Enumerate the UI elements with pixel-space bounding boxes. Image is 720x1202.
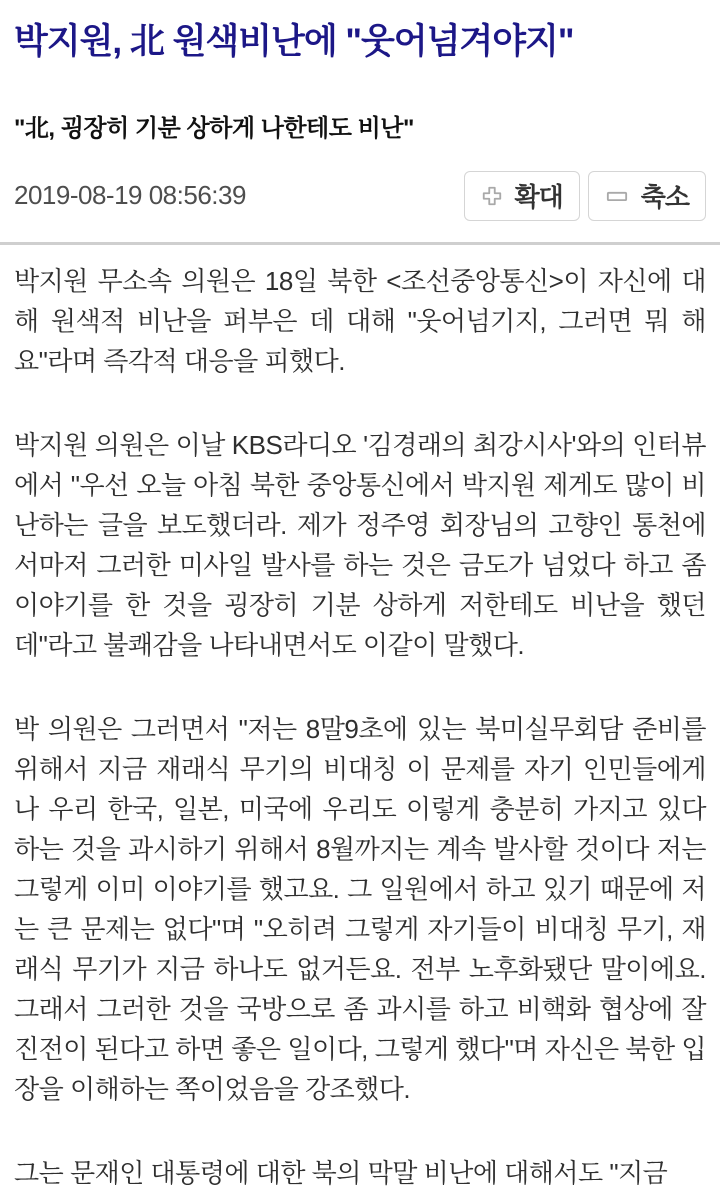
zoom-in-button[interactable] — [464, 171, 580, 221]
article-body — [14, 261, 706, 1193]
zoom-in-label: 확대 — [514, 182, 563, 213]
article-page — [0, 20, 720, 1193]
article-date: 2019-08-19 08:56:39 — [14, 180, 246, 211]
font-size-controls — [464, 171, 706, 221]
zoom-out-button[interactable] — [588, 171, 706, 221]
zoom-out-label: 축소 — [640, 182, 689, 213]
article-subtitle: "北, 굉장히 기분 상하게 나한테도 비난" — [14, 114, 414, 142]
plus-icon — [481, 185, 503, 207]
article-paragraph: 박지원 의원은 이날 KBS라디오 '김경래의 최강시사'와의 인터뷰에서 "우선 오늘 아침 북한 중앙통신에서 박지원 제게도 많이 비난하는 글을 보도했더라. 제가 정주영 회장님의 고향인 통천에서마저 그러한 미사일 발사를 하는 것은 금도가 넘었다 하고 좀 이야기를 한 것을 굉장히 기분 상하게 저한테도 비난을 했던데"라고 불쾌감을 나타내면서도 이같이 말했다. — [14, 429, 706, 660]
article-paragraph: 그는 문재인 대통령에 대한 북의 막말 비난에 대해서도 "지금 — [14, 1157, 668, 1188]
header-divider — [0, 242, 720, 245]
article-paragraph: 박지원 무소속 의원은 18일 북한 <조선중앙통신>이 자신에 대해 원색적 비난을 퍼부은 데 대해 "웃어넘기지, 그러면 뭐 해요"라며 즉각적 대응을 피했다. — [14, 265, 706, 376]
article-paragraph: 박 의원은 그러면서 "저는 8말9초에 있는 북미실무회담 준비를 위해서 지금 재래식 무기의 비대칭 이 문제를 자기 인민들에게나 우리 한국, 일본, 미국에 우리도 이렇게 충분히 가지고 있다 하는 것을 과시하기 위해서 8월까지는 계속 발사할 것이다 저는 그렇게 이미 이야기를 했고요. 그 일원에서 하고 있기 때문에 저는 큰 문제는 없다"며 "오히려 그렇게 자기들이 비대칭 무기, 재래식 무기가 지금 하나도 없거든요. 전부 노후화됐단 말이에요. 그래서 그러한 것을 국방으로 좀 과시를 하고 비핵화 협상에 잘 진전이 된다고 하면 좋은 일이다, 그렇게 했다"며 자신은 북한 입장을 이해하는 쪽이었음을 강조했다. — [14, 713, 706, 1104]
minus-icon — [605, 185, 629, 207]
meta-row — [14, 171, 706, 221]
article-title: 박지원, 北 원색비난에 "웃어넘겨야지" — [14, 22, 574, 61]
